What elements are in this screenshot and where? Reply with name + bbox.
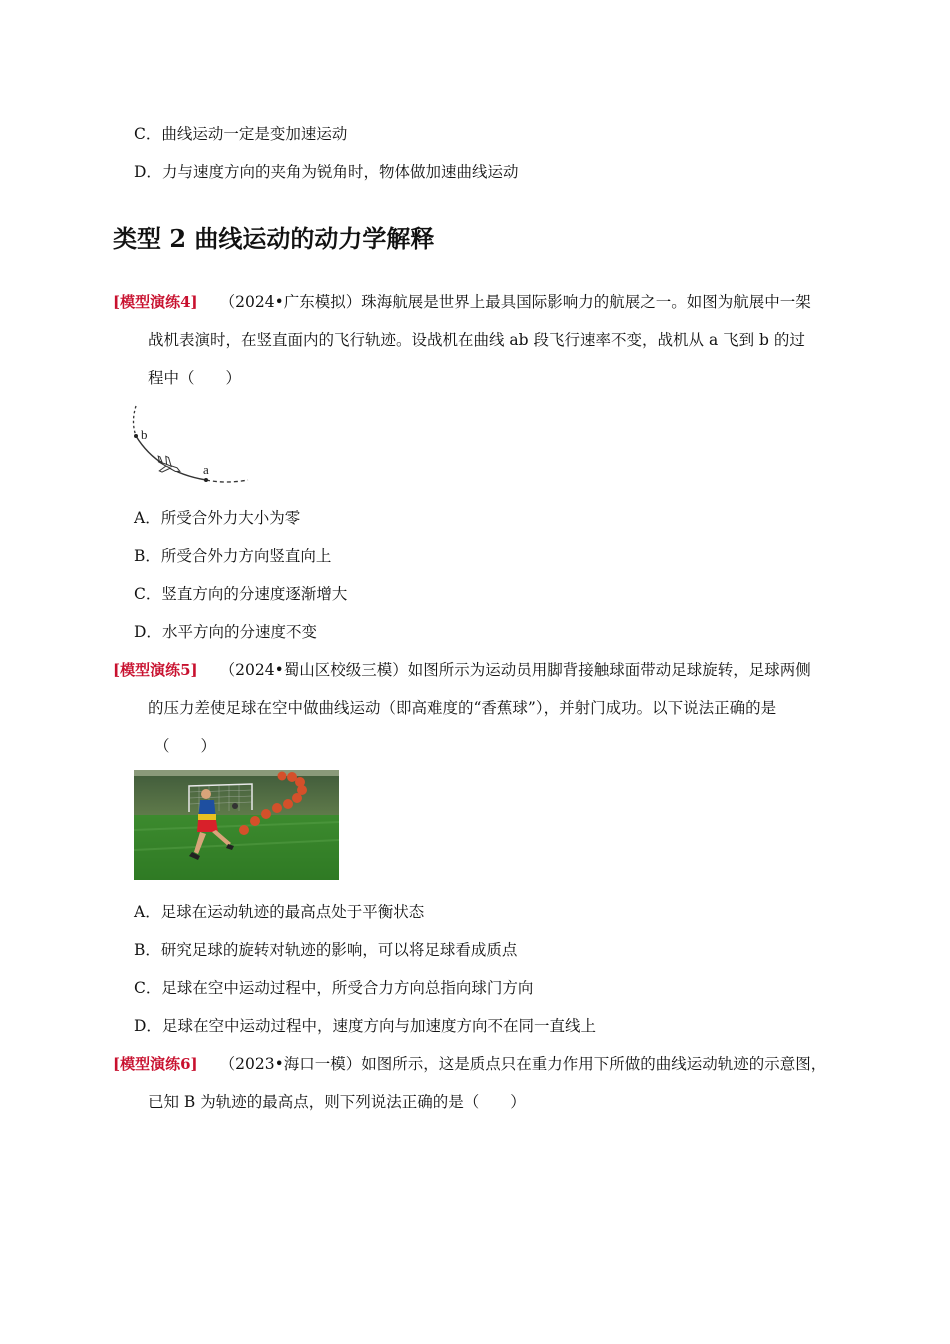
option-label: B．: [134, 547, 161, 565]
option-text: 足球在空中运动过程中，所受合力方向总指向球门方向: [161, 979, 534, 997]
goalkeeper: [232, 803, 238, 809]
q5-option-b: [134, 938, 517, 960]
q4-trajectory-figure: [126, 404, 256, 492]
point-a: [204, 478, 208, 482]
option-c-prev: [134, 122, 347, 144]
q4-text-1: （2024•广东模拟）珠海航展是世界上最具国际影响力的航展之一。如图为航展中一架: [219, 293, 811, 311]
option-d-prev: [134, 160, 518, 182]
q4-option-a: [134, 506, 300, 528]
option-text: 竖直方向的分速度逐渐增大: [161, 585, 348, 603]
q4-line2: 战机表演时，在竖直面内的飞行轨迹。设战机在曲线 ab 段飞行速率不变，战机从 a 飞到 b 的过: [148, 331, 805, 349]
option-text: 水平方向的分速度不变: [161, 623, 317, 641]
option-text: 足球在运动轨迹的最高点处于平衡状态: [160, 903, 425, 921]
q5-option-d: [134, 1014, 596, 1036]
banana-kick-photo: [134, 770, 339, 880]
q5-text-1: （2024•蜀山区校级三模）如图所示为运动员用脚背接触球面带动足球旋转，足球两侧: [219, 661, 811, 679]
option-text: 研究足球的旋转对轨迹的影响，可以将足球看成质点: [160, 941, 518, 959]
dashed-trajectory-top: [134, 406, 137, 436]
option-label: D．: [134, 163, 162, 181]
option-text: 曲线运动一定是变加速运动: [161, 125, 348, 143]
option-label: C．: [134, 125, 162, 143]
option-label: B．: [134, 941, 161, 959]
option-text: 足球在空中运动过程中，速度方向与加速度方向不在同一直线上: [161, 1017, 596, 1035]
option-label: C．: [134, 979, 162, 997]
q6-tag: [模型演练6]: [113, 1055, 198, 1073]
section-heading: 类型 2 曲线运动的动力学解释: [113, 224, 435, 253]
label-a: a: [203, 462, 209, 477]
q6-line2: 已知 B 为轨迹的最高点，则下列说法正确的是（ ）: [148, 1093, 526, 1111]
q6-line1: [113, 1052, 826, 1074]
option-label: A．: [134, 509, 161, 527]
q4-option-c: [134, 582, 347, 604]
q5-line1: [113, 658, 811, 680]
option-label: D．: [134, 623, 162, 641]
q5-option-a: [134, 900, 424, 922]
q5-option-c: [134, 976, 533, 998]
option-text: 所受合外力大小为零: [160, 509, 301, 527]
option-label: A．: [134, 903, 161, 921]
option-text: 所受合外力方向竖直向上: [160, 547, 332, 565]
q4-line1: [113, 290, 811, 312]
q4-line3: 程中（ ）: [148, 369, 242, 387]
q4-option-b: [134, 544, 331, 566]
airplane-icon: [153, 453, 183, 478]
option-text: 力与速度方向的夹角为锐角时，物体做加速曲线运动: [161, 163, 519, 181]
option-label: C．: [134, 585, 162, 603]
q5-line2: 的压力差使足球在空中做曲线运动（即高难度的“香蕉球”），并射门成功。以下说法正确的是: [148, 699, 777, 717]
q4-tag: [模型演练4]: [113, 293, 198, 311]
q4-option-d: [134, 620, 317, 642]
q6-text-1: （2023•海口一模）如图所示，这是质点只在重力作用下所做的曲线运动轨迹的示意图，: [219, 1055, 827, 1073]
solid-trajectory: [136, 436, 206, 480]
label-b: b: [141, 427, 148, 442]
q5-tag: [模型演练5]: [113, 661, 198, 679]
q5-line3: （ ）: [154, 737, 217, 755]
point-b: [134, 434, 138, 438]
dashed-trajectory-right: [206, 480, 248, 482]
option-label: D．: [134, 1017, 162, 1035]
